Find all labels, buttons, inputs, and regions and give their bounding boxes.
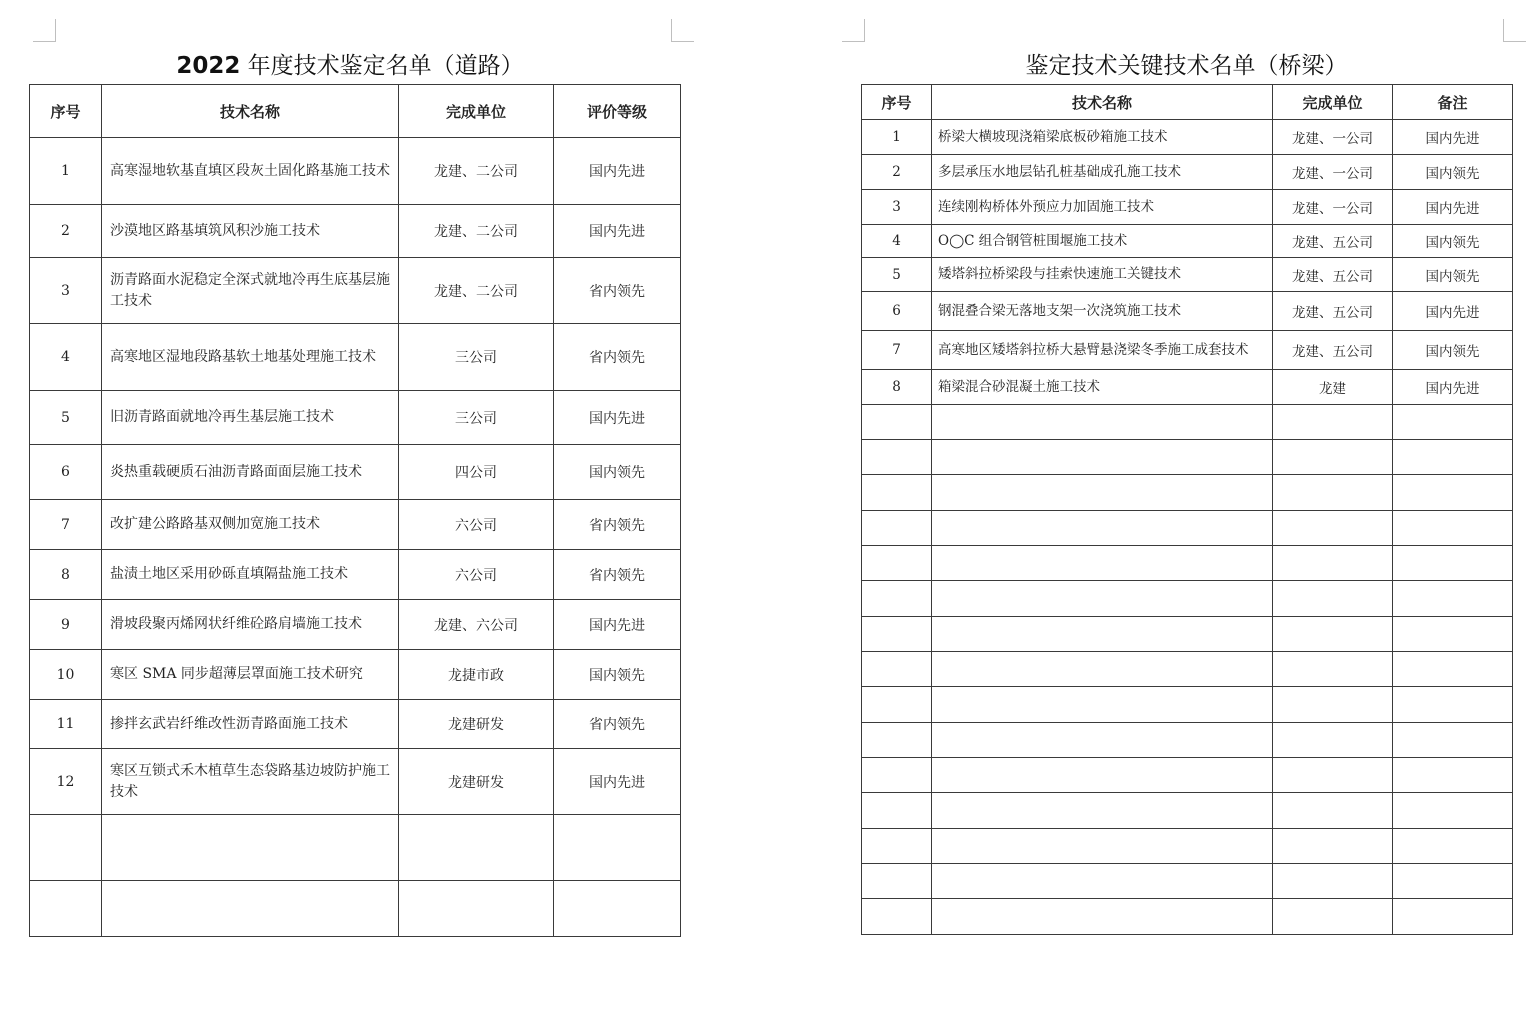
table-cell: 龙建、二公司 <box>399 258 554 324</box>
empty-cell <box>932 899 1273 935</box>
table-cell: 省内领先 <box>554 258 681 324</box>
table-cell: 三公司 <box>399 324 554 391</box>
table-row-empty <box>862 687 1513 723</box>
table-cell: 国内先进 <box>554 600 681 650</box>
empty-cell <box>1273 793 1393 829</box>
empty-cell <box>1273 687 1393 723</box>
table-row <box>30 700 681 749</box>
table-cell: 4 <box>30 324 102 391</box>
table-row-empty <box>30 881 681 937</box>
empty-cell <box>1393 687 1513 723</box>
table-row <box>862 331 1513 370</box>
empty-cell <box>554 815 681 881</box>
table-cell: 四公司 <box>399 445 554 500</box>
table-cell: 8 <box>30 550 102 600</box>
table-row-empty <box>862 864 1513 899</box>
table-cell: 盐渍土地区采用砂砾直填隔盐施工技术 <box>102 550 399 600</box>
table-cell: 龙建、二公司 <box>399 138 554 205</box>
table-cell: 2 <box>30 205 102 258</box>
table-cell: 8 <box>862 370 932 405</box>
empty-cell <box>1273 581 1393 617</box>
empty-cell <box>1393 864 1513 899</box>
empty-cell <box>932 652 1273 687</box>
empty-cell <box>30 815 102 881</box>
table-row-empty <box>862 546 1513 581</box>
table-cell: 11 <box>30 700 102 749</box>
empty-cell <box>862 864 932 899</box>
table-row <box>30 138 681 205</box>
empty-cell <box>30 881 102 937</box>
table-cell: 龙建、六公司 <box>399 600 554 650</box>
empty-cell <box>862 793 932 829</box>
empty-cell <box>1273 617 1393 652</box>
table-cell: 高寒湿地软基直填区段灰土固化路基施工技术 <box>102 138 399 205</box>
header-grade: 评价等级 <box>554 85 681 138</box>
bridge-table-header <box>862 85 1513 120</box>
empty-cell <box>932 758 1273 793</box>
table-cell: 高寒地区矮塔斜拉桥大悬臂悬浇梁冬季施工成套技术 <box>932 331 1273 370</box>
table-row <box>862 225 1513 258</box>
table-cell: 12 <box>30 749 102 815</box>
table-row <box>30 550 681 600</box>
empty-cell <box>932 546 1273 581</box>
table-cell: 龙建、五公司 <box>1273 258 1393 292</box>
table-cell: 10 <box>30 650 102 700</box>
table-row <box>30 500 681 550</box>
empty-cell <box>554 881 681 937</box>
empty-cell <box>102 815 399 881</box>
table-cell: 9 <box>30 600 102 650</box>
table-cell: 箱梁混合砂混凝土施工技术 <box>932 370 1273 405</box>
header-remark: 备注 <box>1393 85 1513 120</box>
empty-cell <box>1273 652 1393 687</box>
empty-cell <box>1393 829 1513 864</box>
empty-cell <box>932 829 1273 864</box>
table-cell: 省内领先 <box>554 550 681 600</box>
table-cell: 2 <box>862 155 932 190</box>
table-row <box>30 600 681 650</box>
table-row <box>862 370 1513 405</box>
table-row <box>30 445 681 500</box>
table-cell: 龙建 <box>1273 370 1393 405</box>
table-cell: 国内先进 <box>1393 190 1513 225</box>
table-row-empty <box>862 793 1513 829</box>
empty-cell <box>932 617 1273 652</box>
table-cell: 5 <box>30 391 102 445</box>
empty-cell <box>1273 829 1393 864</box>
header-name: 技术名称 <box>102 85 399 138</box>
table-cell: 国内先进 <box>554 391 681 445</box>
table-row <box>862 258 1513 292</box>
empty-cell <box>1393 652 1513 687</box>
table-row <box>30 391 681 445</box>
table-row <box>30 324 681 391</box>
empty-cell <box>932 581 1273 617</box>
empty-cell <box>932 405 1273 440</box>
table-row <box>862 155 1513 190</box>
table-cell: 6 <box>30 445 102 500</box>
empty-cell <box>862 723 932 758</box>
empty-cell <box>1393 899 1513 935</box>
table-row-empty <box>862 581 1513 617</box>
table-cell: 4 <box>862 225 932 258</box>
empty-cell <box>1393 793 1513 829</box>
table-cell: 桥梁大横坡现浇箱梁底板砂箱施工技术 <box>932 120 1273 155</box>
table-row-empty <box>862 723 1513 758</box>
table-row-empty <box>862 829 1513 864</box>
empty-cell <box>862 440 932 475</box>
table-cell: 国内领先 <box>1393 155 1513 190</box>
table-cell: 寒区互锁式禾木植草生态袋路基边坡防护施工技术 <box>102 749 399 815</box>
table-cell: 国内先进 <box>1393 292 1513 331</box>
table-cell: 三公司 <box>399 391 554 445</box>
header-no: 序号 <box>862 85 932 120</box>
table-row-empty <box>862 899 1513 935</box>
table-row <box>30 749 681 815</box>
empty-cell <box>862 687 932 723</box>
empty-cell <box>862 511 932 546</box>
table-cell: 龙建研发 <box>399 749 554 815</box>
empty-cell <box>1273 723 1393 758</box>
table-row-empty <box>862 617 1513 652</box>
page-corner-mark <box>33 19 56 42</box>
header-unit: 完成单位 <box>1273 85 1393 120</box>
empty-cell <box>399 815 554 881</box>
empty-cell <box>862 546 932 581</box>
bridge-table <box>861 84 1513 935</box>
table-row <box>30 205 681 258</box>
empty-cell <box>862 758 932 793</box>
table-cell: 高寒地区湿地段路基软土地基处理施工技术 <box>102 324 399 391</box>
empty-cell <box>862 617 932 652</box>
table-cell: 六公司 <box>399 550 554 600</box>
table-cell: 炎热重载硬质石油沥青路面面层施工技术 <box>102 445 399 500</box>
empty-cell <box>932 864 1273 899</box>
table-row-empty <box>862 475 1513 511</box>
table-cell: 龙建、一公司 <box>1273 120 1393 155</box>
empty-cell <box>1393 581 1513 617</box>
empty-cell <box>1273 864 1393 899</box>
empty-cell <box>102 881 399 937</box>
empty-cell <box>1393 440 1513 475</box>
table-cell: 省内领先 <box>554 324 681 391</box>
table-cell: 龙建研发 <box>399 700 554 749</box>
table-cell: 钢混叠合梁无落地支架一次浇筑施工技术 <box>932 292 1273 331</box>
empty-cell <box>1273 758 1393 793</box>
table-cell: 龙建、二公司 <box>399 205 554 258</box>
table-row-empty <box>862 405 1513 440</box>
header-unit: 完成单位 <box>399 85 554 138</box>
table-cell: 国内先进 <box>554 138 681 205</box>
bridge-title: 鉴定技术关键技术名单（桥梁） <box>1025 53 1348 79</box>
table-cell: 国内领先 <box>1393 258 1513 292</box>
empty-cell <box>932 511 1273 546</box>
empty-cell <box>1273 899 1393 935</box>
empty-cell <box>932 440 1273 475</box>
table-cell: 国内先进 <box>1393 120 1513 155</box>
empty-cell <box>1393 546 1513 581</box>
table-row-empty <box>862 652 1513 687</box>
empty-cell <box>1273 546 1393 581</box>
empty-cell <box>1393 617 1513 652</box>
table-cell: 掺拌玄武岩纤维改性沥青路面施工技术 <box>102 700 399 749</box>
table-row-empty <box>862 758 1513 793</box>
table-row-empty <box>30 815 681 881</box>
table-row <box>862 292 1513 331</box>
table-cell: 国内先进 <box>1393 370 1513 405</box>
empty-cell <box>862 475 932 511</box>
table-cell: 国内领先 <box>1393 331 1513 370</box>
table-cell: 龙建、五公司 <box>1273 292 1393 331</box>
table-cell: 7 <box>30 500 102 550</box>
header-no: 序号 <box>30 85 102 138</box>
empty-cell <box>862 405 932 440</box>
table-cell: 国内领先 <box>554 445 681 500</box>
table-row-empty <box>862 440 1513 475</box>
table-cell: 沙漠地区路基填筑风积沙施工技术 <box>102 205 399 258</box>
empty-cell <box>932 723 1273 758</box>
table-cell: 龙捷市政 <box>399 650 554 700</box>
table-cell: 国内领先 <box>554 650 681 700</box>
empty-cell <box>399 881 554 937</box>
table-cell: 省内领先 <box>554 700 681 749</box>
empty-cell <box>862 829 932 864</box>
table-cell: 1 <box>30 138 102 205</box>
table-row <box>862 120 1513 155</box>
table-cell: 1 <box>862 120 932 155</box>
table-cell: 旧沥青路面就地冷再生基层施工技术 <box>102 391 399 445</box>
table-cell: 国内先进 <box>554 205 681 258</box>
table-cell: 龙建、一公司 <box>1273 190 1393 225</box>
table-cell: 连续刚构桥体外预应力加固施工技术 <box>932 190 1273 225</box>
table-cell: 龙建、一公司 <box>1273 155 1393 190</box>
page-corner-mark <box>1503 19 1526 42</box>
table-cell: 3 <box>862 190 932 225</box>
empty-cell <box>862 581 932 617</box>
table-cell: 寒区 SMA 同步超薄层罩面施工技术研究 <box>102 650 399 700</box>
table-row <box>30 258 681 324</box>
empty-cell <box>1273 475 1393 511</box>
table-cell: 6 <box>862 292 932 331</box>
table-cell: 5 <box>862 258 932 292</box>
table-cell: 7 <box>862 331 932 370</box>
table-row <box>862 190 1513 225</box>
table-cell: 龙建、五公司 <box>1273 225 1393 258</box>
page-corner-mark <box>671 19 694 42</box>
empty-cell <box>1393 723 1513 758</box>
road-title-text: 年度技术鉴定名单（道路） <box>240 53 524 79</box>
table-cell: 矮塔斜拉桥梁段与挂索快速施工关键技术 <box>932 258 1273 292</box>
table-cell: O◯C 组合钢管桩围堰施工技术 <box>932 225 1273 258</box>
empty-cell <box>1393 475 1513 511</box>
empty-cell <box>932 475 1273 511</box>
table-cell: 龙建、五公司 <box>1273 331 1393 370</box>
table-cell: 省内领先 <box>554 500 681 550</box>
page-corner-mark <box>842 19 865 42</box>
table-cell: 多层承压水地层钻孔桩基础成孔施工技术 <box>932 155 1273 190</box>
empty-cell <box>1273 511 1393 546</box>
empty-cell <box>932 793 1273 829</box>
table-row <box>30 650 681 700</box>
table-cell: 沥青路面水泥稳定全深式就地冷再生底基层施工技术 <box>102 258 399 324</box>
table-cell: 改扩建公路路基双侧加宽施工技术 <box>102 500 399 550</box>
road-title-year: 2022 <box>176 53 241 79</box>
empty-cell <box>932 687 1273 723</box>
empty-cell <box>1393 405 1513 440</box>
empty-cell <box>862 899 932 935</box>
table-cell: 六公司 <box>399 500 554 550</box>
empty-cell <box>1273 405 1393 440</box>
empty-cell <box>1393 511 1513 546</box>
empty-cell <box>1393 758 1513 793</box>
table-cell: 国内先进 <box>554 749 681 815</box>
table-cell: 国内领先 <box>1393 225 1513 258</box>
road-table-header <box>30 85 681 138</box>
road-title <box>0 47 700 80</box>
header-name: 技术名称 <box>932 85 1273 120</box>
table-row-empty <box>862 511 1513 546</box>
table-cell: 3 <box>30 258 102 324</box>
road-table <box>29 84 681 937</box>
empty-cell <box>862 652 932 687</box>
table-cell: 滑坡段聚丙烯网状纤维砼路肩墙施工技术 <box>102 600 399 650</box>
empty-cell <box>1273 440 1393 475</box>
